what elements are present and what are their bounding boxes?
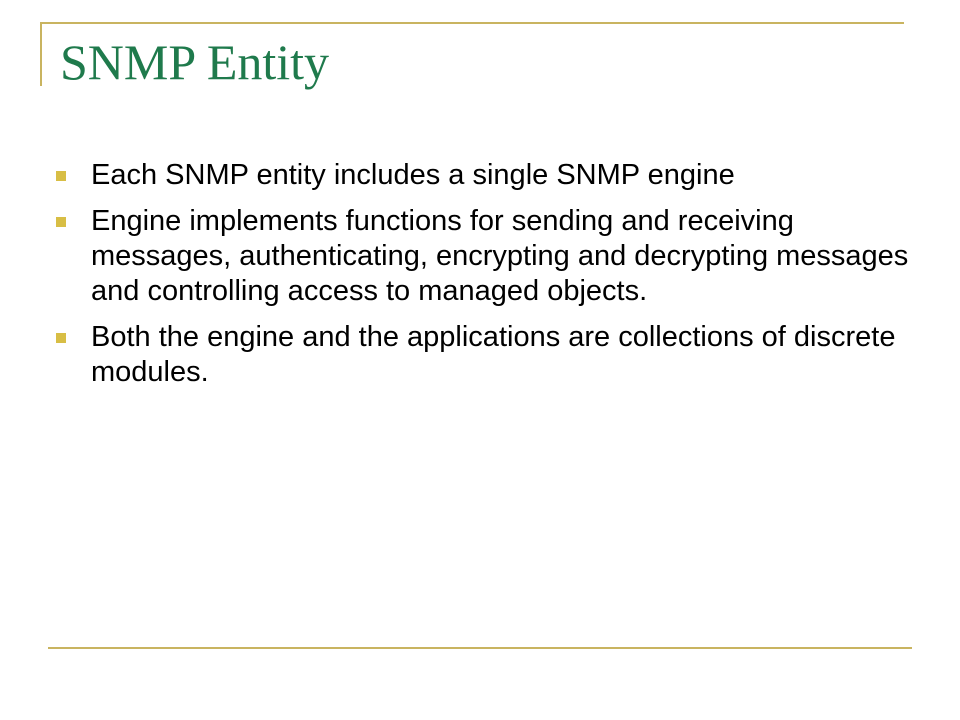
bullet-item bbox=[56, 320, 924, 390]
bullet-item bbox=[56, 158, 924, 193]
bullet-list bbox=[56, 158, 924, 401]
bullet-text: Each SNMP entity includes a single SNMP engine bbox=[91, 159, 735, 191]
bottom-rule bbox=[48, 647, 912, 649]
top-rule bbox=[40, 22, 904, 24]
square-bullet-icon bbox=[56, 333, 66, 343]
left-rule bbox=[40, 22, 42, 86]
bullet-item bbox=[56, 204, 924, 309]
bullet-text: Both the engine and the applications are collections of discrete modules. bbox=[91, 321, 896, 388]
square-bullet-icon bbox=[56, 171, 66, 181]
slide-title: SNMP Entity bbox=[60, 34, 330, 90]
square-bullet-icon bbox=[56, 217, 66, 227]
bullet-text: Engine implements functions for sending and receiving messages, authenticating, encrypting and decrypting messages and controlling access to managed objects. bbox=[91, 205, 909, 307]
